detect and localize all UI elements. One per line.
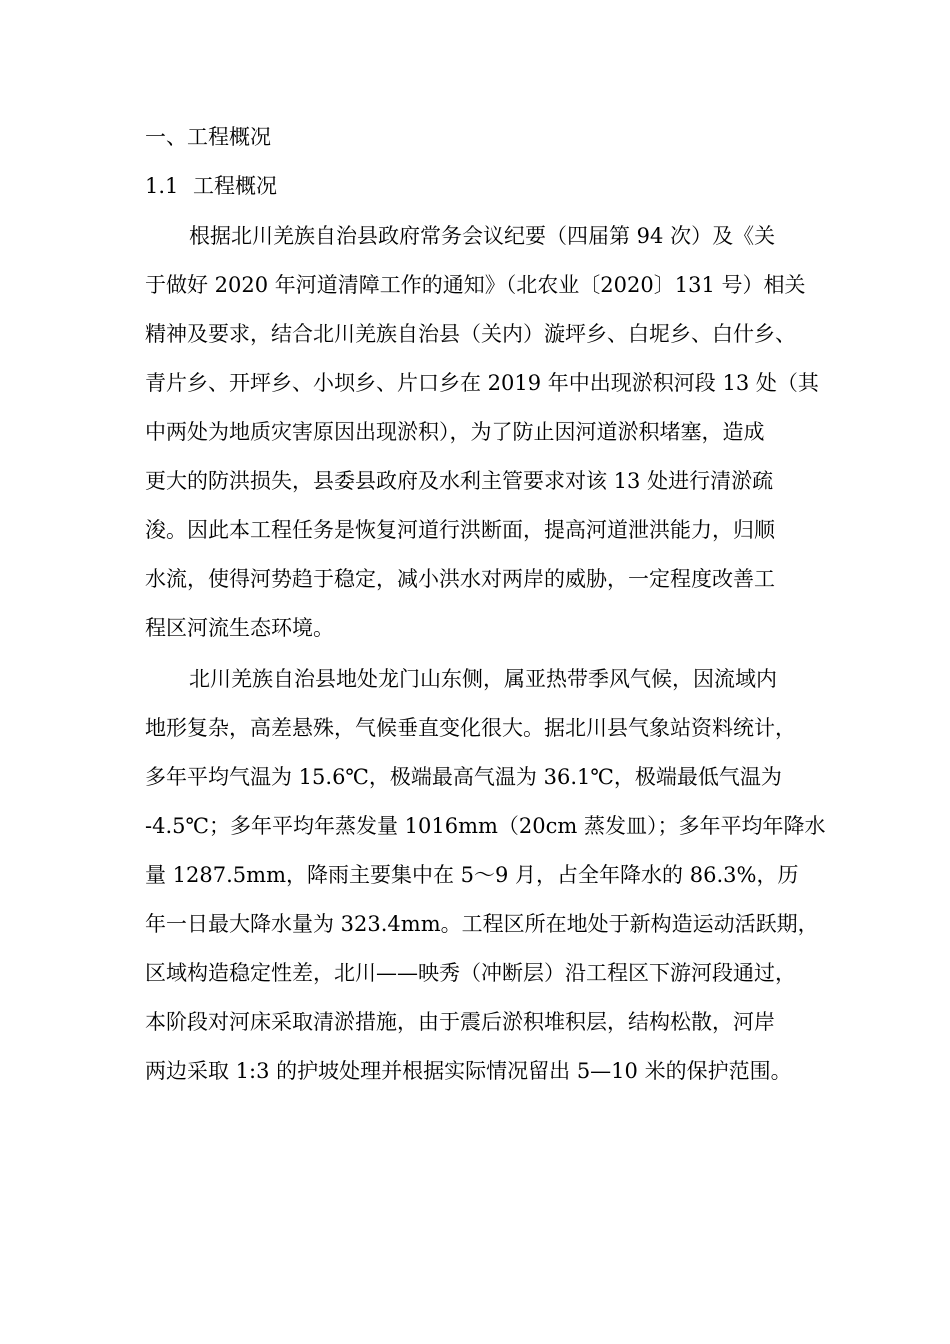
paragraph-line: 量 1287.5mm，降雨主要集中在 5～9 月，占全年降水的 86.3%，历: [145, 863, 799, 887]
paragraph-line: 水流，使得河势趋于稳定，减小洪水对两岸的威胁，一定程度改善工: [145, 567, 775, 591]
paragraph-line: 北川羌族自治县地处龙门山东侧，属亚热带季风气候，因流域内: [189, 667, 777, 691]
paragraph-line: 区域构造稳定性差，北川——映秀（冲断层）沿工程区下游河段通过，: [145, 961, 796, 985]
paragraph-line: 根据北川羌族自治县政府常务会议纪要（四届第 94 次）及《关: [189, 224, 776, 248]
paragraph-line: 程区河流生态环境。: [145, 616, 334, 640]
paragraph-line: 年一日最大降水量为 323.4mm。工程区所在地处于新构造运动活跃期，: [145, 912, 819, 936]
section-heading: 一、工程概况: [145, 125, 271, 149]
paragraph-line: 精神及要求，结合北川羌族自治县（关内）漩坪乡、白坭乡、白什乡、: [145, 322, 796, 346]
paragraph-line: 青片乡、开坪乡、小坝乡、片口乡在 2019 年中出现淤积河段 13 处（其: [145, 371, 819, 395]
paragraph-line: 中两处为地质灾害原因出现淤积），为了防止因河道淤积堵塞，造成: [145, 420, 765, 444]
subsection-number: 1.1: [145, 174, 179, 198]
paragraph-line: 地形复杂，高差悬殊，气候垂直变化很大。据北川县气象站资料统计，: [145, 716, 796, 740]
paragraph-line: 浚。因此本工程任务是恢复河道行洪断面，提高河道泄洪能力，归顺: [145, 518, 775, 542]
paragraph-line: 更大的防洪损失，县委县政府及水利主管要求对该 13 处进行清淤疏: [145, 469, 774, 493]
subsection-heading: [145, 173, 277, 199]
paragraph-line: 多年平均气温为 15.6℃，极端最高气温为 36.1℃，极端最低气温为: [145, 765, 782, 789]
paragraph-line: 本阶段对河床采取清淤措施，由于震后淤积堆积层，结构松散，河岸: [145, 1010, 775, 1034]
paragraph-line: 两边采取 1:3 的护坡处理并根据实际情况留出 5—10 米的保护范围。: [145, 1059, 792, 1083]
subsection-title: 工程概况: [193, 174, 277, 198]
paragraph-line: -4.5℃；多年平均年蒸发量 1016mm（20cm 蒸发皿）；多年平均年降水: [145, 814, 826, 838]
paragraph-line: 于做好 2020 年河道清障工作的通知》（北农业〔2020〕131 号）相关: [145, 273, 806, 297]
